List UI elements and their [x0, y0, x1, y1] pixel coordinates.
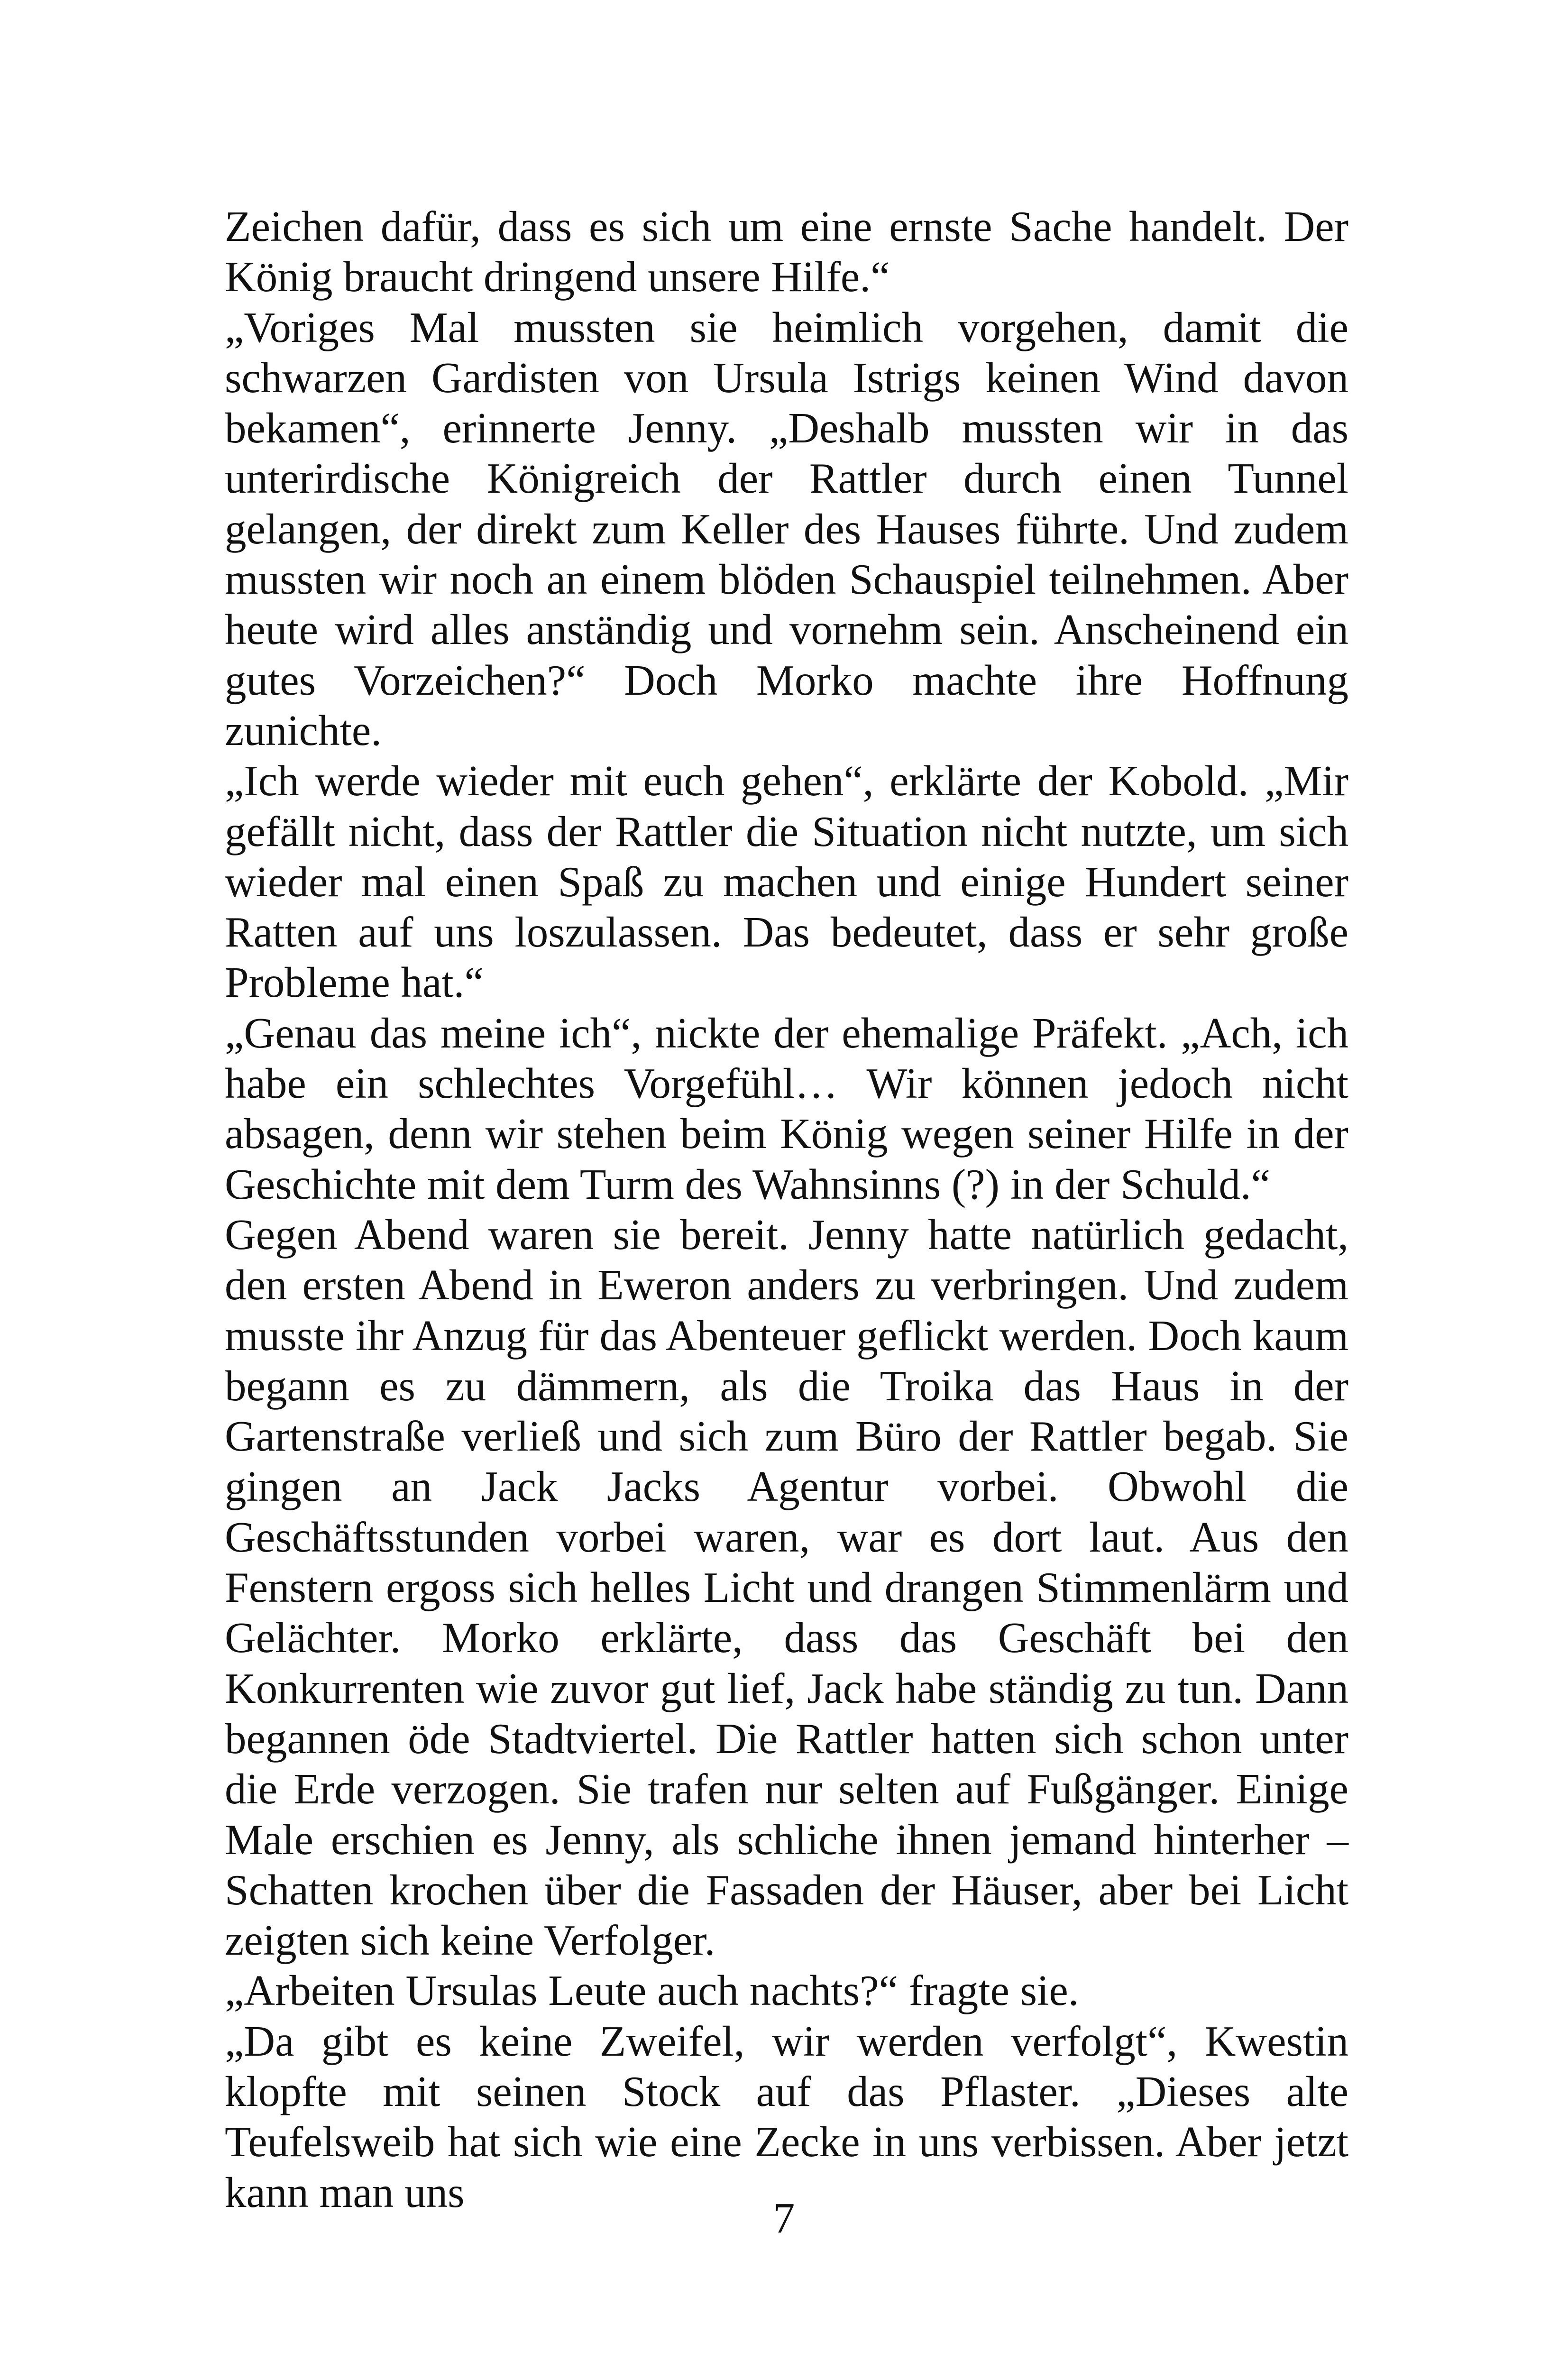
- paragraph: Gegen Abend waren sie bereit. Jenny hatte natürlich gedacht, den ersten Abend in Eweron anders zu verbringen. Und zudem musste ihr Anzug für das Abenteuer geflickt werden. Doch kaum begann es zu dämmern, als die Troika das Haus in der Gartenstraße verließ und sich zum Büro der Rattler begab. Sie gingen an Jack Jacks Agentur vorbei. Obwohl die Geschäftsstunden vorbei waren, war es dort laut. Aus den Fenstern ergoss sich helles Licht und drangen Stimmenlärm und Gelächter. Morko erklärte, dass das Geschäft bei den Konkurrenten wie zuvor gut lief, Jack habe ständig zu tun. Dann begannen öde Stadtviertel. Die Rattler hatten sich schon unter die Erde verzogen. Sie trafen nur selten auf Fußgänger. Einige Male erschien es Jenny, als schliche ihnen jemand hinterher – Schatten krochen über die Fassaden der Häuser, aber bei Licht zeigten sich keine Verfolger.: [225, 1210, 1348, 1965]
- page-number: 7: [773, 2194, 795, 2242]
- paragraph: „Arbeiten Ursulas Leute auch nachts?“ fragte sie.: [225, 1967, 1079, 2015]
- paragraph: „Ich werde wieder mit euch gehen“, erklärte der Kobold. „Mir gefällt nicht, dass der Rattler die Situation nicht nutzte, um sich wieder mal einen Spaß zu machen und einige Hundert seiner Ratten auf uns loszulassen. Das bedeutet, dass er sehr große Probleme hat.“: [225, 757, 1348, 1007]
- paragraph: „Voriges Mal mussten sie heimlich vorgehen, damit die schwarzen Gardisten von Ursula Istrigs keinen Wind davon bekamen“, erinnerte Jenny. „Deshalb mussten wir in das unterirdische Königreich der Rattler durch einen Tunnel gelangen, der direkt zum Keller des Hauses führte. Und zudem mussten wir noch an einem blöden Schauspiel teilnehmen. Aber heute wird alles anständig und vornehm sein. Anscheinend ein gutes Vorzeichen?“ Doch Morko machte ihre Hoffnung zunichte.: [225, 303, 1348, 754]
- paragraph: Zeichen dafür, dass es sich um eine ernste Sache handelt. Der König braucht dringend unsere Hilfe.“: [225, 202, 1348, 301]
- paragraph: „Da gibt es keine Zweifel, wir werden verfolgt“, Kwestin klopfte mit seinen Stock auf das Pflaster. „Dieses alte Teufelsweib hat sich wie eine Zecke in uns verbissen. Aber jetzt kann man uns: [225, 2017, 1348, 2216]
- paragraph: „Genau das meine ich“, nickte der ehemalige Präfekt. „Ach, ich habe ein schlechtes Vorgefühl… Wir können jedoch nicht absagen, denn wir stehen beim König wegen seiner Hilfe in der Geschichte mit dem Turm des Wahnsinns (?) in der Schuld.“: [225, 1009, 1348, 1208]
- body-text: [225, 202, 1348, 2218]
